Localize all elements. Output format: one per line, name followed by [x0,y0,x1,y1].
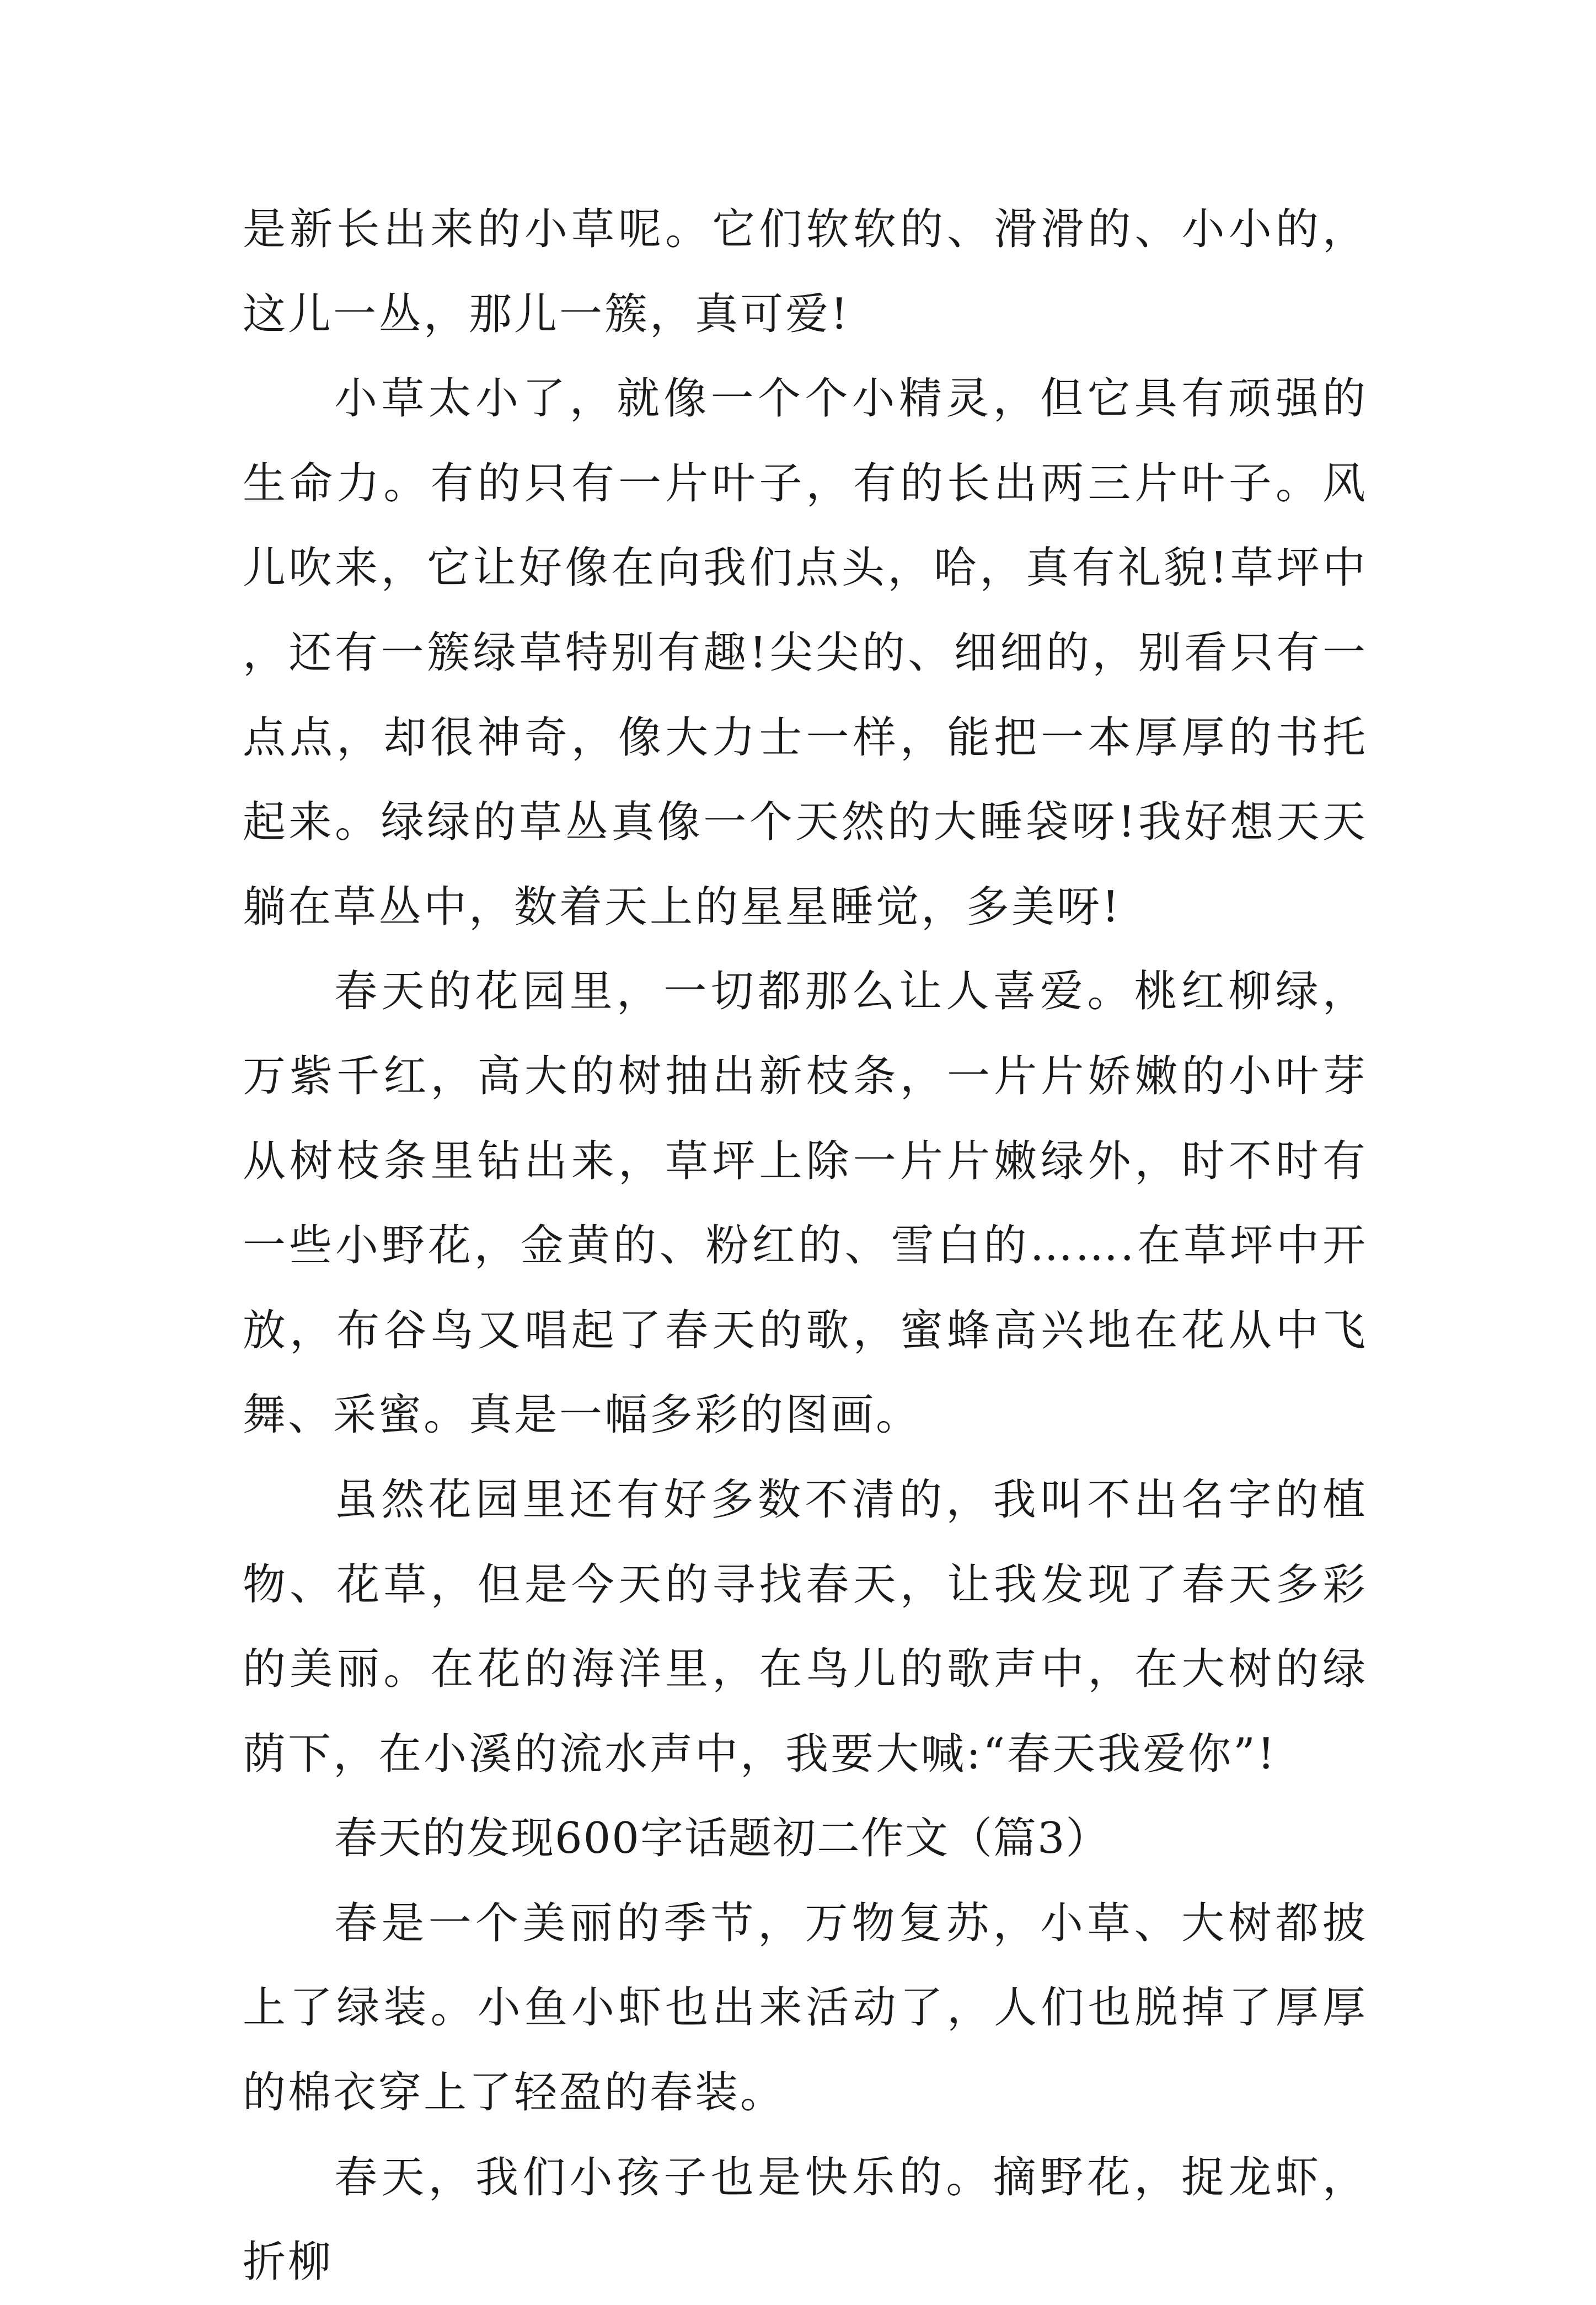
document-body [243,187,1368,2305]
paragraph-conclusion: 虽然花园里还有好多数不清的，我叫不出名字的植物、花草，但是今天的寻找春天，让我发现了春天多彩的美丽。在花的海洋里，在鸟儿的歌声中，在大树的绿荫下，在小溪的流水声中，我要大喊:“春天我爱你”! [243,1475,1368,1779]
paragraph-garden: 春天的花园里，一切都那么让人喜爱。桃红柳绿，万紫千红，高大的树抽出新枝条，一片片娇嫩的小叶芽从树枝条里钻出来，草坪上除一片片嫩绿外，时不时有一些小野花，金黄的、粉红的、雪白的…….在草坪中开放，布谷鸟又唱起了春天的歌，蜜蜂高兴地在花从中飞舞、采蜜。真是一幅多彩的图画。 [243,967,1368,1440]
paragraph-continuation: 是新长出来的小草呢。它们软软的、滑滑的、小小的，这儿一丛，那儿一簇，真可爱! [243,205,1368,339]
paragraph-children: 春天，我们小孩子也是快乐的。摘野花，捉龙虾，折柳 [243,2152,1368,2287]
paragraph-spring-intro: 春是一个美丽的季节，万物复苏，小草、大树都披上了绿装。小鱼小虾也出来活动了，人们也脱掉了厚厚的棉衣穿上了轻盈的春装。 [243,1898,1368,2118]
essay-title: 春天的发现600字话题初二作文（篇3） [334,1814,1110,1864]
paragraph-grass: 小草太小了，就像一个个小精灵，但它具有顽强的生命力。有的只有一片叶子，有的长出两三片叶子。风儿吹来，它让好像在向我们点头，哈，真有礼貌!草坪中，还有一簇绿草特别有趣!尖尖的、细细的，别看只有一点点，却很神奇，像大力士一样，能把一本厚厚的书托起来。绿绿的草丛真像一个天然的大睡袋呀!我好想天天躺在草丛中，数着天上的星星睡觉，多美呀! [243,374,1368,932]
